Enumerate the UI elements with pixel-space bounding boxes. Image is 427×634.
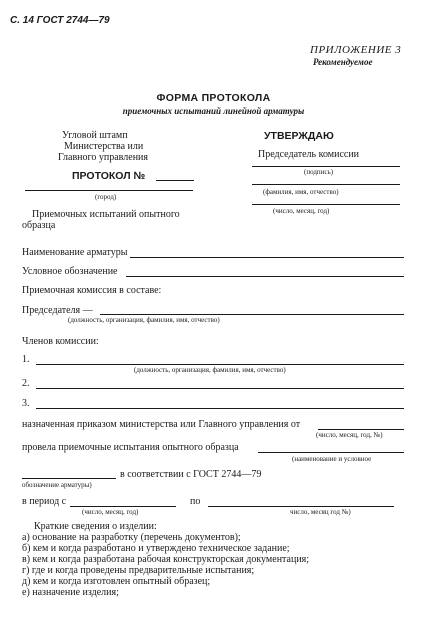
period-to-label: по [190, 496, 201, 507]
protocol-intro-line-2: образца [22, 220, 56, 231]
designation-line [22, 478, 116, 479]
members-label: Членов комиссии: [22, 336, 99, 347]
order-caption: (число, месяц, год, №) [316, 431, 383, 439]
member-3-line [36, 408, 404, 409]
order-text: назначенная приказом министерства или Главного управления от [22, 419, 301, 430]
name-caption: (фамилия, имя, отчество) [263, 188, 339, 196]
stamp-line-1: Угловой штамп [62, 130, 128, 141]
approve-date-caption: (число, месяц, год) [273, 207, 330, 215]
protocol-label: ПРОТОКОЛ № [72, 170, 146, 182]
chairman-line [100, 314, 404, 315]
approve-heading: УТВЕРЖДАЮ [264, 130, 334, 142]
name-label: Наименование арматуры [22, 247, 128, 258]
designation-caption: обозначение арматуры) [22, 481, 92, 489]
member-1-number: 1. [22, 354, 30, 365]
commission-label: Приемочная комиссия в составе: [22, 285, 162, 296]
city-caption: (город) [95, 193, 117, 201]
member-2-line [36, 388, 404, 389]
summary-item-v: в) кем и когда разработана рабочая конструкторская документация; [22, 554, 310, 565]
stamp-line-2: Министерства или [64, 141, 144, 152]
protocol-number-line [156, 180, 194, 181]
approve-date-line [252, 204, 400, 205]
chairman-label: Председателя — [22, 305, 93, 316]
period-from-line [70, 506, 176, 507]
protocol-intro-line-1: Приемочных испытаний опытного [32, 209, 180, 220]
stamp-line-3: Главного управления [58, 152, 148, 163]
city-line [25, 190, 193, 191]
summary-item-a: а) основание на разработку (перечень документов); [22, 532, 241, 543]
period-from-caption: (число, месяц, год) [82, 508, 139, 516]
signature-line [252, 166, 400, 167]
member-3-number: 3. [22, 398, 30, 409]
form-title: ФОРМА ПРОТОКОЛА [156, 92, 271, 104]
tests-line [258, 452, 404, 453]
approve-chairman: Председатель комиссии [258, 149, 360, 160]
member-1-line [36, 364, 404, 365]
accordance-text: в соответствии с ГОСТ 2744—79 [120, 469, 262, 480]
form-subtitle: приемочных испытаний линейной арматуры [122, 106, 305, 116]
name-input-line [130, 257, 404, 258]
summary-item-g: г) где и когда проведены предварительные испытания; [22, 565, 255, 576]
symbol-label: Условное обозначение [22, 266, 118, 277]
tests-text: провела приемочные испытания опытного образца [22, 442, 239, 453]
summary-item-d: д) кем и когда изготовлен опытный образец; [22, 576, 211, 587]
appendix-label: ПРИЛОЖЕНИЕ 3 [310, 44, 402, 56]
tests-caption: (наименование и условное [292, 455, 372, 463]
period-from-label: в период с [22, 496, 67, 507]
symbol-input-line [126, 276, 404, 277]
member-2-number: 2. [22, 378, 30, 389]
summary-item-b: б) кем и когда разработано и утверждено техническое задание; [22, 543, 290, 554]
period-to-line [208, 506, 394, 507]
summary-heading: Краткие сведения о изделии: [34, 521, 157, 532]
signature-caption: (подпись) [304, 168, 334, 176]
chairman-caption: (должность, организация, фамилия, имя, отчество) [68, 316, 220, 324]
page-reference: С. 14 ГОСТ 2744—79 [10, 15, 110, 26]
recommended-label: Рекомендуемое [313, 57, 373, 67]
name-line [252, 184, 400, 185]
member-1-caption: (должность, организация, фамилия, имя, отчество) [134, 366, 286, 374]
summary-item-e: е) назначение изделия; [22, 587, 119, 598]
order-line [318, 429, 404, 430]
period-to-caption: число, месяц год №) [290, 508, 351, 516]
